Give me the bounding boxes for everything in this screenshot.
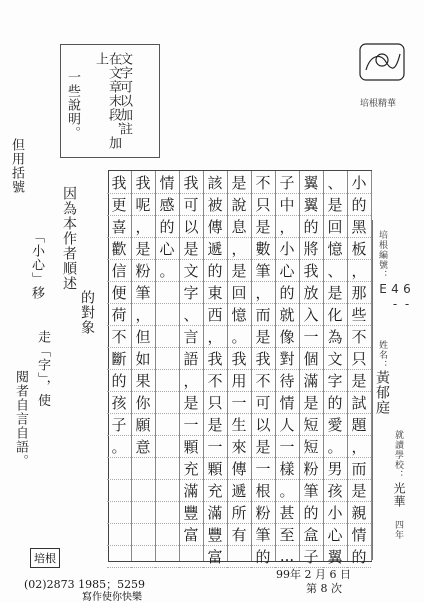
grid-cell: 我 (179, 171, 203, 194)
grid-cell: 荷 (107, 303, 131, 326)
grid-cell (155, 479, 179, 502)
grid-cell: 小 (323, 501, 347, 524)
grid-cell: 語 (179, 347, 203, 370)
grid-cell: 個 (299, 347, 323, 370)
grid-cell: 是 (347, 479, 371, 502)
grid-column (107, 171, 132, 561)
grid-cell: 小 (347, 171, 371, 194)
grid-cell: 翼 (299, 171, 323, 194)
grid-cell: 被 (203, 193, 227, 216)
grid-cell: 滿 (299, 369, 323, 392)
grid-cell (227, 545, 251, 568)
phone-number: (02)2873 1985；5259 (24, 578, 146, 591)
grid-cell: 我 (131, 171, 155, 194)
grid-cell (155, 545, 179, 568)
grid-cell: 而 (251, 303, 275, 326)
grid-cell: 翼 (299, 193, 323, 216)
grid-cell: 是 (323, 193, 347, 216)
grid-cell: 。 (323, 435, 347, 458)
grid-cell: 、 (323, 171, 347, 194)
grid-cell: 意 (131, 435, 155, 458)
grid-cell: 是 (323, 281, 347, 304)
grid-cell: 我 (251, 347, 275, 370)
grid-cell: 該 (203, 171, 227, 194)
grid-cell: 的 (203, 259, 227, 282)
code-value: 6-4-E (376, 282, 414, 312)
grid-cell: 人 (275, 413, 299, 436)
grid-cell: 以 (251, 413, 275, 436)
slogan: 寫作使你快樂 (82, 592, 142, 603)
grid-cell: 傳 (203, 215, 227, 238)
grid-cell: 歡 (107, 237, 131, 260)
grid-cell: 文 (179, 259, 203, 282)
stamp-label: 培根精華 (360, 99, 397, 109)
grid-cell: 是 (251, 325, 275, 348)
grid-cell (179, 545, 203, 568)
grid-cell: 一 (203, 435, 227, 458)
footer-date: 99年 2 月 6 日 (276, 568, 351, 581)
grid-cell: 我 (107, 171, 131, 194)
grid-cell: 小 (275, 237, 299, 260)
grid-cell: 不 (251, 171, 275, 194)
left-note-line-2: 的對象 (79, 290, 95, 335)
grid-cell (155, 281, 179, 304)
grid-cell (155, 391, 179, 414)
grid-cell: ， (131, 303, 155, 326)
grid-cell: 心 (275, 259, 299, 282)
grid-cell: 我 (299, 259, 323, 282)
grid-cell: 只 (251, 193, 275, 216)
grid-cell: 甚 (275, 501, 299, 524)
grid-cell: 而 (347, 457, 371, 480)
grid-cell: 來 (227, 435, 251, 458)
school-name: 光華 (392, 482, 406, 508)
grid-cell: 。 (227, 325, 251, 348)
grid-cell: 信 (107, 259, 131, 282)
grid-cell: 的 (299, 215, 323, 238)
grid-cell: 題 (347, 413, 371, 436)
writing-grid (108, 170, 372, 566)
grid-cell: 情 (275, 391, 299, 414)
grid-cell: 些 (347, 303, 371, 326)
grid-cell: 不 (203, 369, 227, 392)
grid-cell: 的 (155, 215, 179, 238)
grid-cell: ... (275, 545, 299, 568)
grid-cell: 可 (179, 193, 203, 216)
grid-cell (155, 347, 179, 370)
school-label: 就讀學校： (393, 430, 403, 480)
teacher-note-line-2: 在文章末段，加上 (93, 52, 121, 150)
grid-cell: 的 (251, 545, 275, 568)
margin-note-line-2: 「小心」移 (29, 230, 44, 300)
grid-cell (107, 479, 131, 502)
grid-cell: 以 (179, 215, 203, 238)
grid-cell: 就 (275, 303, 299, 326)
grid-cell: 有 (227, 523, 251, 546)
grid-cell: 一 (179, 413, 203, 436)
grid-column (227, 171, 252, 561)
grid-cell: 根 (251, 479, 275, 502)
grid-cell: 便 (107, 281, 131, 304)
grid-cell: 是 (347, 369, 371, 392)
grid-cell: 充 (179, 457, 203, 480)
grid-cell: 筆 (299, 479, 323, 502)
grid-cell: 是 (227, 171, 251, 194)
grid-cell: ， (251, 281, 275, 304)
grid-cell: 情 (347, 523, 371, 546)
grid-cell: ， (347, 435, 371, 458)
grid-column (299, 171, 324, 566)
grid-cell: 喜 (107, 215, 131, 238)
grid-cell: 所 (227, 501, 251, 524)
grid-cell: 呢 (131, 193, 155, 216)
grid-cell: 那 (347, 281, 371, 304)
grid-cell: 我 (227, 347, 251, 370)
grid-cell (155, 303, 179, 326)
grid-cell: 是 (227, 259, 251, 282)
grid-cell: 滿 (179, 479, 203, 502)
grid-cell: 的 (107, 369, 131, 392)
grid-cell: 是 (179, 237, 203, 260)
grid-cell (155, 325, 179, 348)
grid-cell: 生 (227, 413, 251, 436)
grid-cell: 更 (107, 193, 131, 216)
grid-cell (155, 523, 179, 546)
grid-cell: 至 (275, 523, 299, 546)
grid-cell (155, 501, 179, 524)
grid-column (155, 171, 180, 561)
grid-cell (155, 435, 179, 458)
grid-cell: 滿 (203, 501, 227, 524)
grid-cell: 試 (347, 391, 371, 414)
code-label: 培根編號： (377, 230, 387, 280)
grid-cell: 憶 (227, 303, 251, 326)
grid-cell: 是 (251, 215, 275, 238)
grid-cell: 。 (107, 435, 131, 458)
grid-cell (131, 501, 155, 524)
grid-cell: 傳 (227, 457, 251, 480)
grid-cell: 息 (227, 215, 251, 238)
grid-cell: 感 (155, 193, 179, 216)
grid-cell: 粉 (299, 457, 323, 480)
grid-cell: 將 (299, 237, 323, 260)
grid-cell: 字 (323, 369, 347, 392)
grid-cell: ， (347, 259, 371, 282)
grid-cell: 盒 (299, 523, 323, 546)
grid-cell: ， (203, 325, 227, 348)
grid-column (203, 171, 228, 566)
grid-cell: 可 (251, 391, 275, 414)
grid-cell: 果 (131, 369, 155, 392)
grid-cell: 我 (203, 347, 227, 370)
grid-cell: 字 (179, 281, 203, 304)
margin-note-line-3: 走「字」，使 (35, 330, 50, 408)
grid-cell: 只 (203, 391, 227, 414)
grid-cell: 、 (323, 259, 347, 282)
grid-cell: 為 (323, 325, 347, 348)
grid-cell: 但 (131, 325, 155, 348)
grid-cell (155, 413, 179, 436)
grid-cell: 男 (323, 457, 347, 480)
student-info (372, 220, 413, 560)
grid-cell: 、 (179, 303, 203, 326)
grid-cell: 樣 (275, 457, 299, 480)
grid-cell: 顆 (203, 457, 227, 480)
grid-cell (107, 523, 131, 546)
grid-cell: 一 (251, 457, 275, 480)
grid-cell: 對 (275, 347, 299, 370)
name-label: 姓名： (377, 340, 387, 370)
grid-cell: 翼 (323, 545, 347, 568)
grid-cell: 遞 (203, 237, 227, 260)
grid-cell: 子 (299, 545, 323, 568)
footer-index: 第 8 次 (306, 582, 342, 595)
grid-cell: 充 (203, 479, 227, 502)
grid-cell: 斷 (107, 347, 131, 370)
grid-cell: 一 (275, 435, 299, 458)
grid-column (275, 171, 300, 565)
grid-cell (107, 501, 131, 524)
grid-cell: 文 (323, 347, 347, 370)
grid-cell: 富 (179, 523, 203, 546)
grid-cell: 中 (275, 193, 299, 216)
grid-cell: ， (227, 237, 251, 260)
grid-cell: 是 (131, 237, 155, 260)
grid-cell (131, 457, 155, 480)
grid-cell: 回 (227, 281, 251, 304)
grade: 四年 (393, 520, 403, 540)
grid-cell: 不 (107, 325, 131, 348)
grid-cell: 豐 (203, 523, 227, 546)
grid-cell: 孩 (107, 391, 131, 414)
grid-cell: 一 (299, 325, 323, 348)
grid-cell: ， (131, 215, 155, 238)
grid-cell: 只 (347, 347, 371, 370)
grid-cell: 粉 (131, 259, 155, 282)
grid-cell: 筆 (131, 281, 155, 304)
margin-note-line-1: 但用括號 (9, 138, 24, 194)
grid-cell: 一 (227, 391, 251, 414)
grid-cell (107, 545, 131, 568)
grid-cell: 不 (347, 325, 371, 348)
grid-cell: 的 (347, 193, 371, 216)
grid-cell: 像 (275, 325, 299, 348)
grid-cell: 如 (131, 347, 155, 370)
grid-cell: 用 (227, 369, 251, 392)
grid-cell: 。 (275, 479, 299, 502)
grid-cell: 是 (179, 391, 203, 414)
left-note-line-1: 因為本作者順述 (61, 186, 77, 291)
grid-cell: 的 (323, 391, 347, 414)
teacher-note-line-3: 一些說明。 (65, 70, 80, 140)
grid-cell: 你 (131, 391, 155, 414)
grid-cell: 短 (299, 413, 323, 436)
margin-note-line-4: 閱者自言自語。 (13, 370, 28, 468)
grid-cell: 是 (299, 391, 323, 414)
grid-cell: 孩 (323, 479, 347, 502)
grid-cell (131, 545, 155, 568)
grid-cell: 筆 (251, 523, 275, 546)
grid-cell (107, 457, 131, 480)
grid-cell: 黑 (347, 215, 371, 238)
grid-cell: 化 (323, 303, 347, 326)
grid-cell: 心 (323, 523, 347, 546)
grid-cell: 筆 (251, 259, 275, 282)
grid-cell: ， (275, 215, 299, 238)
grid-cell: 西 (203, 303, 227, 326)
grid-cell: 遞 (227, 479, 251, 502)
grid-cell: 子 (275, 171, 299, 194)
teacher-note-line-1: 文字可以加註 (117, 52, 132, 136)
grid-cell: 粉 (251, 501, 275, 524)
grid-cell: 數 (251, 237, 275, 260)
grid-column (347, 171, 372, 566)
grid-column (323, 171, 348, 566)
grid-cell: ， (179, 369, 203, 392)
grid-cell: 放 (299, 281, 323, 304)
grid-column (179, 171, 204, 561)
grid-cell: 憶 (323, 237, 347, 260)
grid-cell (131, 479, 155, 502)
grid-cell: 豐 (179, 501, 203, 524)
grid-cell: 說 (227, 193, 251, 216)
grid-column (131, 171, 156, 561)
school-stamp (356, 40, 408, 96)
grid-cell: 子 (107, 413, 131, 436)
grid-cell: 願 (131, 413, 155, 436)
grid-column (251, 171, 276, 566)
grid-cell: 情 (155, 171, 179, 194)
grid-cell: 的 (347, 545, 371, 568)
grid-cell (155, 369, 179, 392)
bottom-stamp: 培根 (30, 548, 60, 568)
grid-cell: 的 (299, 501, 323, 524)
grid-cell: 顆 (179, 435, 203, 458)
grid-cell: 愛 (323, 413, 347, 436)
grid-cell: 不 (251, 369, 275, 392)
grid-cell: 是 (251, 435, 275, 458)
grid-cell (131, 523, 155, 546)
grid-cell: 。 (155, 259, 179, 282)
grid-cell: 親 (347, 501, 371, 524)
grid-cell: 回 (323, 215, 347, 238)
grid-cell: 東 (203, 281, 227, 304)
grid-cell: 富 (203, 545, 227, 568)
student-name: 黃郁庭 (374, 370, 390, 415)
grid-cell: 言 (179, 325, 203, 348)
grid-cell: 入 (299, 303, 323, 326)
grid-cell: 的 (275, 281, 299, 304)
grid-cell: 待 (275, 369, 299, 392)
grid-cell: 板 (347, 237, 371, 260)
grid-cell: 心 (155, 237, 179, 260)
grid-cell (155, 457, 179, 480)
grid-cell: 短 (299, 435, 323, 458)
grid-cell: 是 (203, 413, 227, 436)
